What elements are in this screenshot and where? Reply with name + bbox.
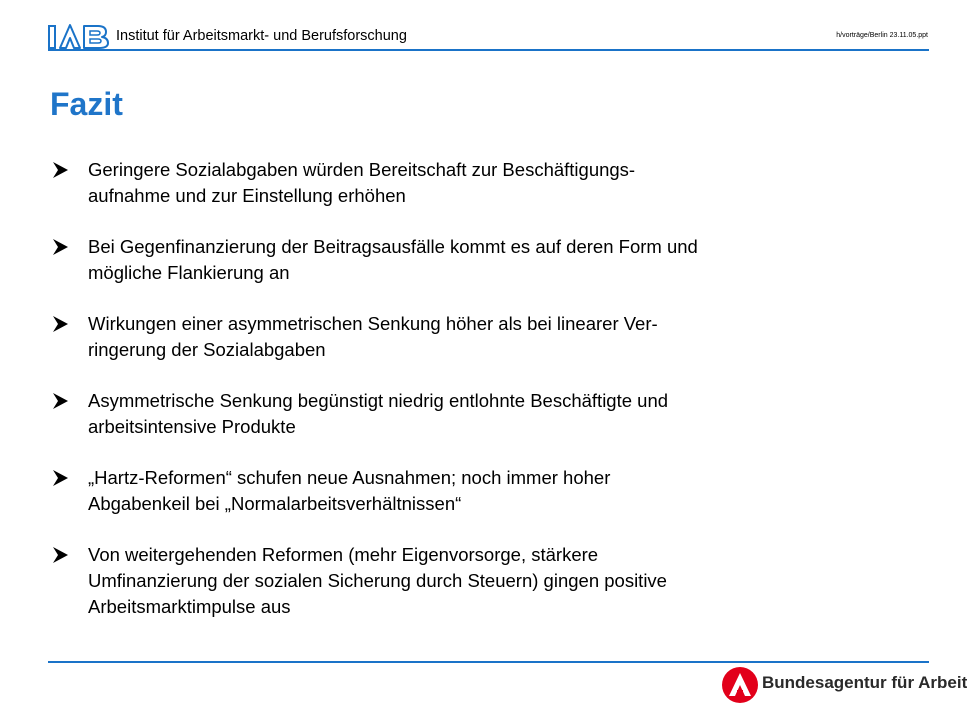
header-divider bbox=[48, 49, 929, 51]
bullet-item bbox=[52, 542, 902, 620]
bullet-text-line: „Hartz-Reformen“ schufen neue Ausnahmen; noch immer hoher bbox=[88, 467, 611, 488]
bundesagentur-logo-icon bbox=[720, 665, 760, 705]
bullet-item bbox=[52, 465, 902, 517]
bullet-text-line: Abgabenkeil bei „Normalarbeitsverhältnissen“ bbox=[88, 493, 462, 514]
bullet-text-line: Arbeitsmarktimpulse aus bbox=[88, 596, 291, 617]
arrow-bullet-icon bbox=[52, 161, 69, 179]
bullet-text-line: ringerung der Sozialabgaben bbox=[88, 339, 326, 360]
slide-header bbox=[0, 0, 960, 72]
slide-title: Fazit bbox=[50, 86, 123, 122]
iab-logo bbox=[48, 20, 110, 50]
bullet-text-line: arbeitsintensive Produkte bbox=[88, 416, 296, 437]
arrow-bullet-icon bbox=[52, 238, 69, 256]
bullet-text-line: Umfinanzierung der sozialen Sicherung durch Steuern) gingen positive bbox=[88, 570, 667, 591]
bullet-item bbox=[52, 234, 902, 286]
bullet-text-line: Geringere Sozialabgaben würden Bereitschaft zur Beschäftigungs- bbox=[88, 159, 636, 180]
bullet-list bbox=[52, 157, 902, 645]
bullet-item bbox=[52, 388, 902, 440]
institute-name: Institut für Arbeitsmarkt- und Berufsforschung bbox=[116, 28, 407, 44]
arrow-bullet-icon bbox=[52, 546, 69, 564]
org-name: Bundesagentur für Arbeit bbox=[762, 673, 967, 692]
bullet-text-line: Asymmetrische Senkung begünstigt niedrig entlohnte Beschäftigte und bbox=[88, 390, 669, 411]
bullet-text-line: Wirkungen einer asymmetrischen Senkung höher als bei linearer Ver- bbox=[88, 313, 658, 334]
arrow-bullet-icon bbox=[52, 469, 69, 487]
bullet-text-line: mögliche Flankierung an bbox=[88, 262, 290, 283]
arrow-bullet-icon bbox=[52, 392, 69, 410]
bullet-text-line: aufnahme und zur Einstellung erhöhen bbox=[88, 185, 406, 206]
arrow-bullet-icon bbox=[52, 315, 69, 333]
bullet-item bbox=[52, 157, 902, 209]
bullet-text-line: Von weitergehenden Reformen (mehr Eigenvorsorge, stärkere bbox=[88, 544, 599, 565]
file-path: h/vorträge/Berlin 23.11.05.ppt bbox=[836, 32, 928, 39]
bullet-text-line: Bei Gegenfinanzierung der Beitragsausfälle kommt es auf deren Form und bbox=[88, 236, 698, 257]
bullet-item bbox=[52, 311, 902, 363]
footer-divider bbox=[48, 661, 929, 663]
